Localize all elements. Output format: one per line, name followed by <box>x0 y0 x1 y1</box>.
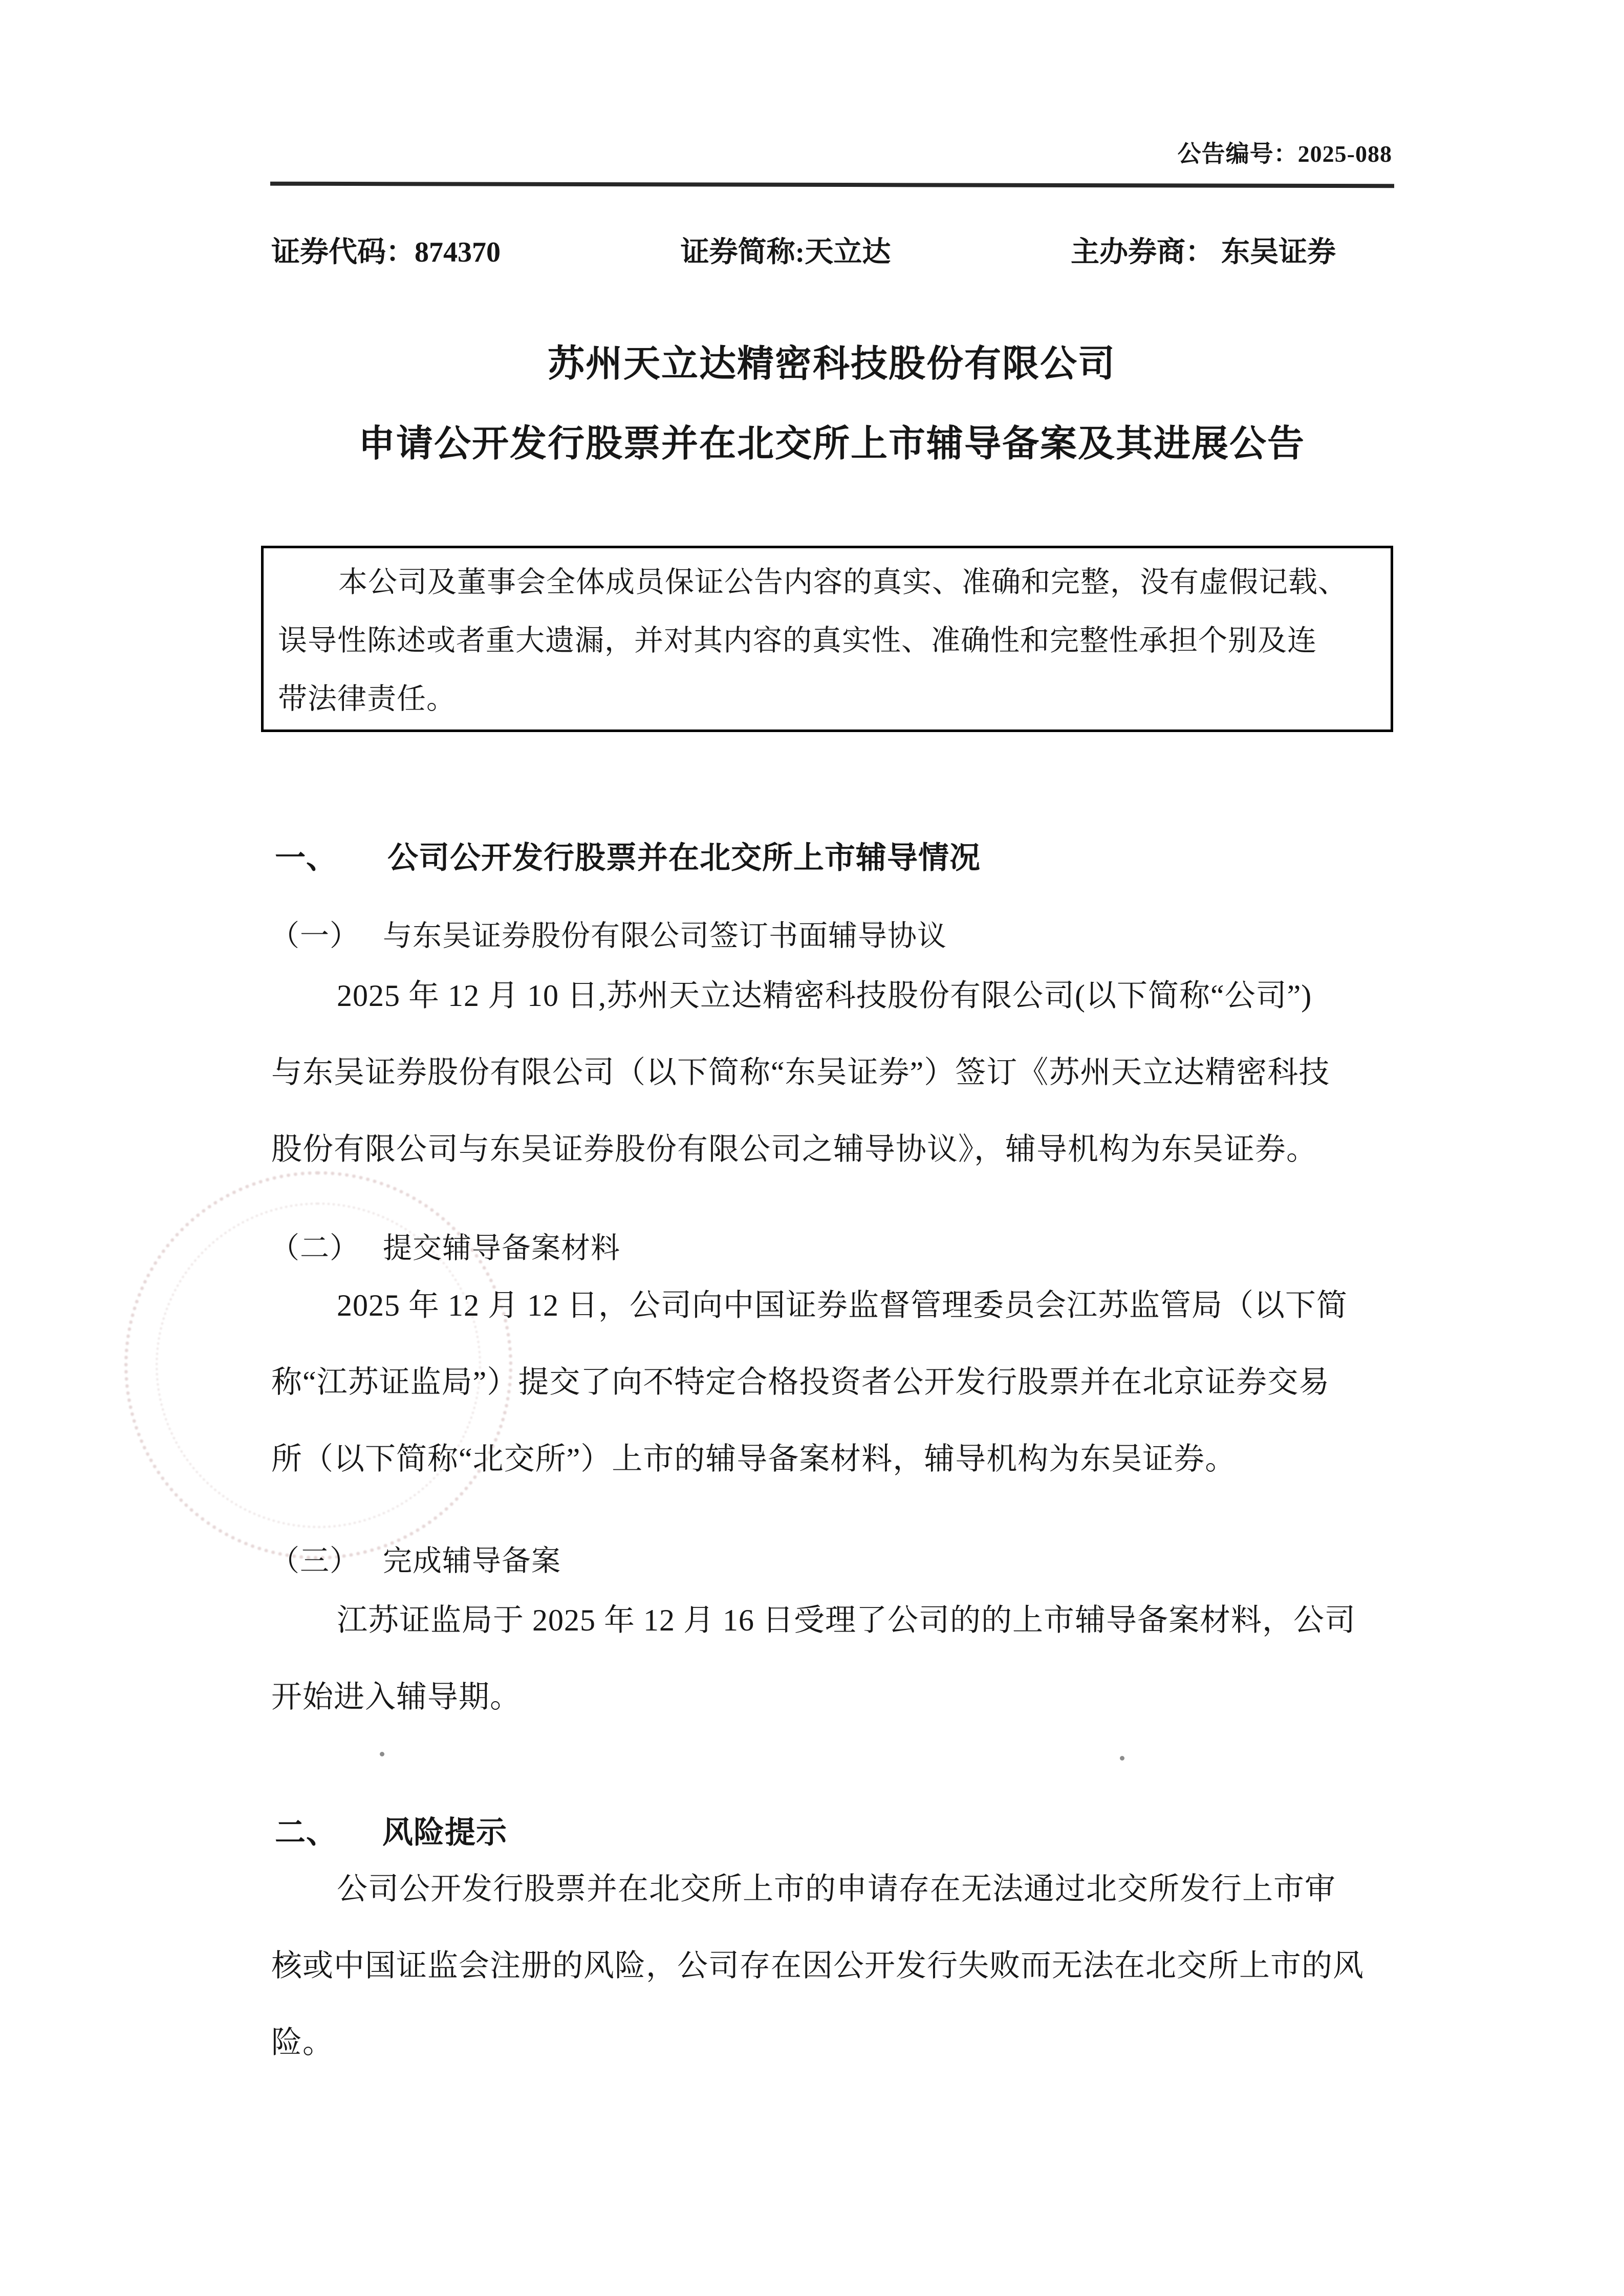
paragraph-line: 2025 年 12 月 12 日，公司向中国证券监督管理委员会江苏监管局（以下简 <box>337 1289 1348 1322</box>
subsection-3-title: 完成辅导备案 <box>383 1545 561 1577</box>
section-1-title: 公司公开发行股票并在北交所上市辅导情况 <box>387 841 981 875</box>
paragraph-line: 公司公开发行股票并在北交所上市的申请存在无法通过北交所发行上市审 <box>337 1872 1336 1906</box>
section-2-title: 风险提示 <box>382 1816 507 1850</box>
paragraph-line: 所（以下简称“北交所”）上市的辅导备案材料，辅导机构为东吴证券。 <box>271 1442 1237 1476</box>
paragraph-filing-submission <box>271 1267 1423 1497</box>
board-guarantee-notice-box <box>261 546 1393 732</box>
paragraph-line: 股份有限公司与东吴证券股份有限公司之辅导协议》，辅导机构为东吴证券。 <box>271 1132 1317 1166</box>
header-divider-rule <box>270 182 1394 188</box>
paragraph-line: 称“江苏证监局”）提交了向不特定合格投资者公开发行股票并在北京证券交易 <box>271 1365 1330 1399</box>
paragraph-line: 险。 <box>271 2026 334 2059</box>
paragraph-line: 江苏证监局于 2025 年 12 月 16 日受理了公司的的上市辅导备案材料，公司 <box>337 1603 1356 1637</box>
paragraph-risk-warning <box>271 1851 1423 2081</box>
section-1-heading <box>275 833 981 877</box>
subsection-1-title: 与东吴证券股份有限公司签订书面辅导协议 <box>383 920 947 952</box>
subsection-2-title: 提交辅导备案材料 <box>383 1232 620 1264</box>
section-2-heading <box>275 1808 507 1852</box>
notice-line: 本公司及董事会全体成员保证公告内容的真实、准确和完整，没有虚假记载、 <box>338 566 1348 598</box>
document-title-line1: 苏州天立达精密科技股份有限公司 <box>547 344 1116 384</box>
paragraph-line: 2025 年 12 月 10 日,苏州天立达精密科技股份有限公司(以下简称“公司”) <box>337 979 1312 1013</box>
subsection-3-number: （三） <box>270 1545 359 1577</box>
paragraph-line: 与东吴证券股份有限公司（以下简称“东吴证券”）签订《苏州天立达精密科技 <box>271 1056 1330 1089</box>
document-title-line2: 申请公开发行股票并在北交所上市辅导备案及其进展公告 <box>358 423 1305 464</box>
sponsor-broker: 主办券商： 东吴证券 <box>1071 237 1336 268</box>
securities-code: 证券代码：874370 <box>271 237 501 268</box>
section-2-number: 二、 <box>275 1816 337 1850</box>
subsection-3-heading <box>270 1537 561 1579</box>
scan-speck <box>1120 1756 1124 1761</box>
notice-line: 带法律责任。 <box>278 683 456 715</box>
subsection-1-number: （一） <box>270 920 359 952</box>
paragraph-line: 核或中国证监会注册的风险，公司存在因公开发行失败而无法在北交所上市的风 <box>271 1949 1364 1983</box>
paragraph-line: 开始进入辅导期。 <box>271 1680 521 1714</box>
notice-line: 误导性陈述或者重大遗漏，并对其内容的真实性、准确性和完整性承担个别及连 <box>278 625 1317 657</box>
subsection-1-heading <box>270 912 947 954</box>
section-1-number: 一、 <box>275 841 337 875</box>
announcement-number: 公告编号：2025-088 <box>1177 141 1392 167</box>
paragraph-agreement-signing <box>271 957 1423 1188</box>
subsection-2-heading <box>270 1225 620 1267</box>
scan-speck <box>380 1752 384 1756</box>
securities-info-row <box>271 229 1336 270</box>
securities-short-name: 证券简称:天立达 <box>680 237 891 268</box>
subsection-2-number: （二） <box>270 1232 359 1264</box>
paragraph-filing-accepted <box>271 1582 1423 1735</box>
